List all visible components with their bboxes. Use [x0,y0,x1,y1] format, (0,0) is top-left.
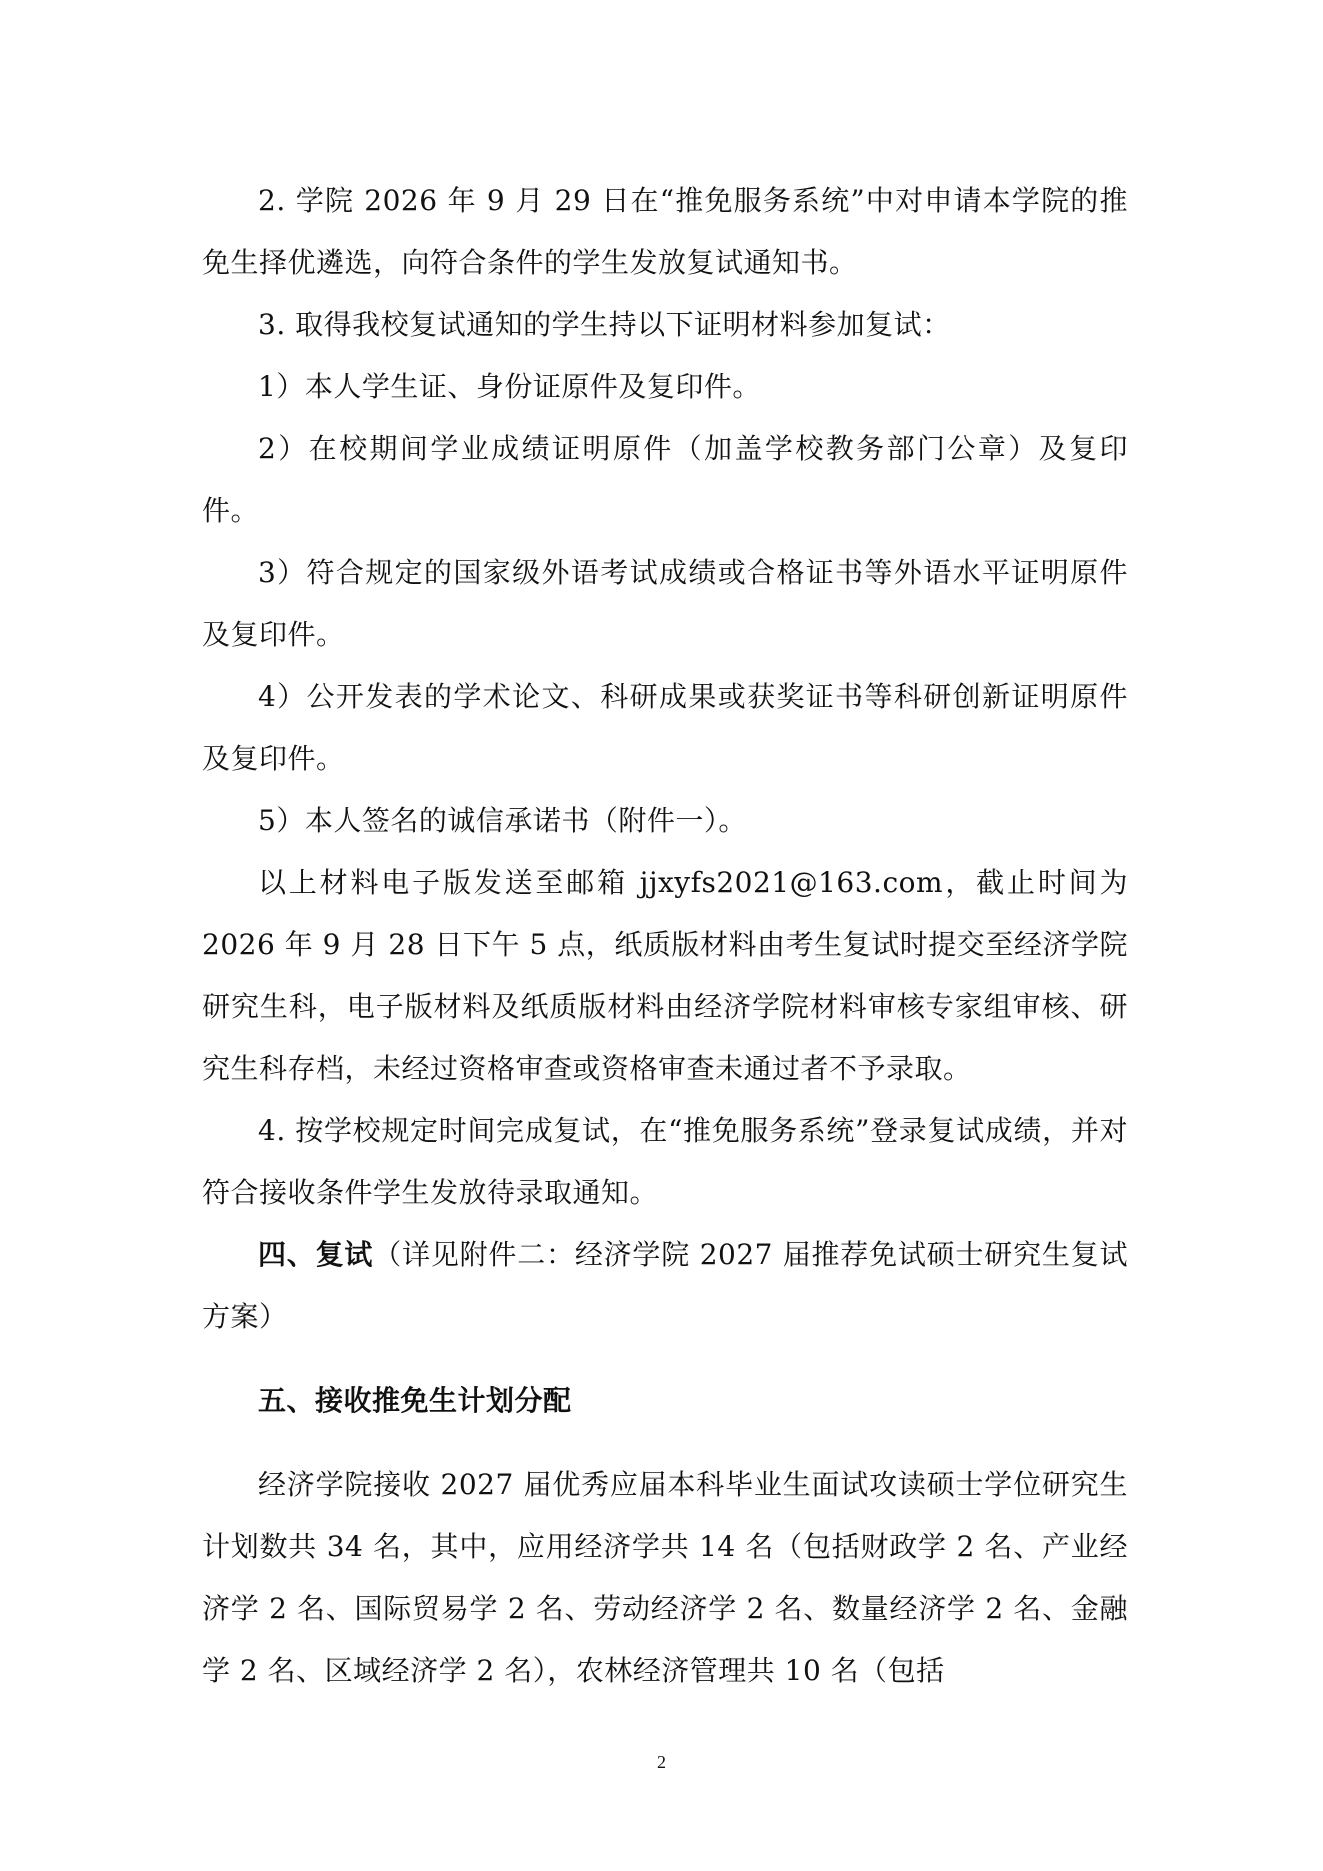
paragraph-item-3: 3. 取得我校复试通知的学生持以下证明材料参加复试： [258,308,951,341]
section-5-text: 经济学院接收 2027 届优秀应届本科毕业生面试攻读硕士学位研究生计划数共 34 名，其中，应用经济学共 14 名（包括财政学 2 名、产业经济学 2 名、国际贸易学 2 名、劳动经济学 2 名、数量经济学 2 名、金融学 2 名、区域经济学 2 名），农林经济管理共 10 名（包括 [202,1468,1128,1687]
material-item-1: 1）本人学生证、身份证原件及复印件。 [258,370,761,403]
section-5-heading: 五、接收推免生计划分配 [258,1384,572,1417]
paragraph-item-4: 4. 按学校规定时间完成复试，在“推免服务系统”登录复试成绩，并对符合接收条件学生发放待录取通知。 [202,1114,1128,1209]
document-body [202,170,1128,1702]
material-item-5: 5）本人签名的诚信承诺书（附件一）。 [258,804,747,837]
material-item-3: 3）符合规定的国家级外语考试成绩或合格证书等外语水平证明原件及复印件。 [202,556,1128,651]
page-number: 2 [657,1752,666,1772]
section-4-heading: 四、复试 [258,1238,374,1271]
material-item-2: 2）在校期间学业成绩证明原件（加盖学校教务部门公章）及复印件。 [202,432,1128,527]
submission-instructions: 以上材料电子版发送至邮箱 jjxyfs2021@163.com，截止时间为 2026 年 9 月 28 日下午 5 点，纸质版材料由考生复试时提交至经济学院研究生科，电子版材料及纸质版材料由经济学院材料审核专家组审核、研究生科存档，未经过资格审查或资格审查未通过者不予录取。 [202,866,1128,1085]
paragraph-item-2: 2. 学院 2026 年 9 月 29 日在“推免服务系统”中对申请本学院的推免生择优遴选，向符合条件的学生发放复试通知书。 [202,184,1128,279]
section-4-text: （详见附件二：经济学院 2027 届推荐免试硕士研究生复试方案） [202,1238,1128,1333]
section-4-paragraph [202,1224,1128,1348]
material-item-4: 4）公开发表的学术论文、科研成果或获奖证书等科研创新证明原件及复印件。 [202,680,1128,775]
